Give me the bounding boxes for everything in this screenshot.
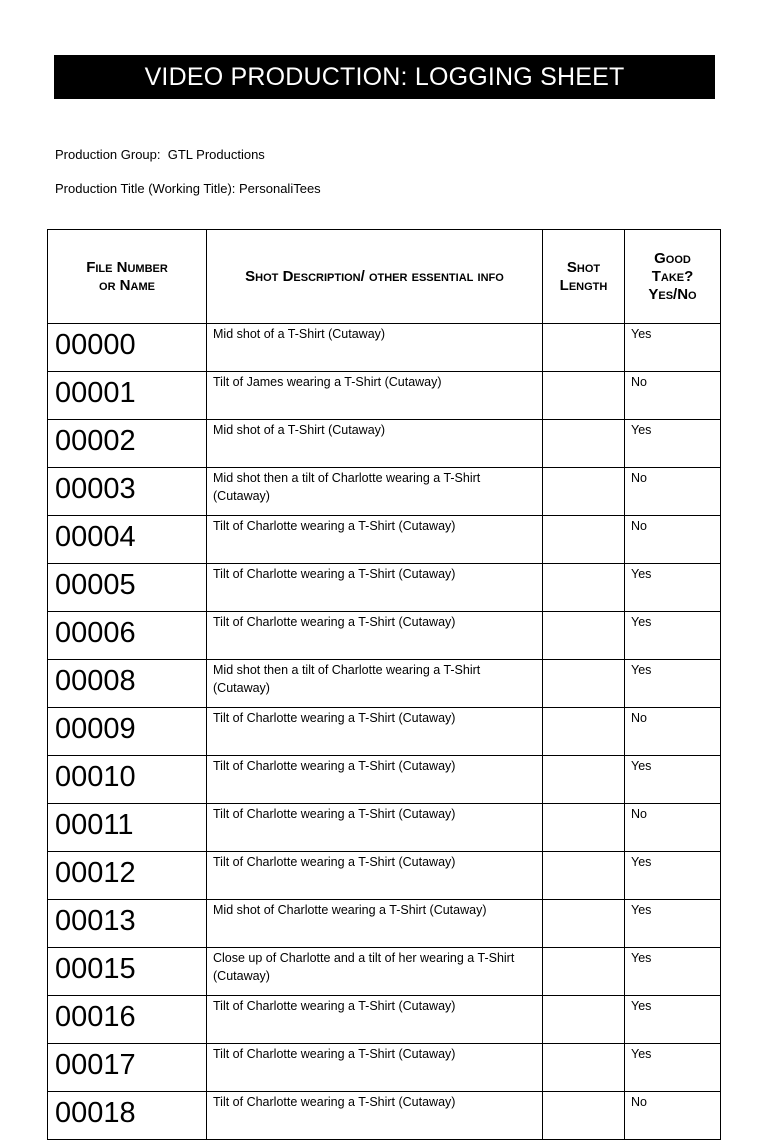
header-good-take [625,230,721,324]
shot-length-cell [543,612,625,660]
table-header-row [48,230,721,324]
shot-length-cell [543,708,625,756]
shot-length-cell [543,900,625,948]
file-number-cell: 00012 [48,852,207,900]
table-row [48,516,721,564]
table-row [48,468,721,516]
header-length-line-1: Shot [566,258,601,276]
file-number-cell: 00015 [48,948,207,996]
shot-description-cell: Tilt of Charlotte wearing a T-Shirt (Cutaway) [207,1092,543,1140]
shot-description-cell: Tilt of Charlotte wearing a T-Shirt (Cutaway) [207,1044,543,1092]
good-take-cell: No [625,804,721,852]
shot-description-cell: Tilt of Charlotte wearing a T-Shirt (Cutaway) [207,564,543,612]
good-take-cell: Yes [625,948,721,996]
file-number-cell: 00003 [48,468,207,516]
production-group-line [55,147,265,162]
good-take-cell: No [625,708,721,756]
file-number-cell: 00013 [48,900,207,948]
shot-length-cell [543,420,625,468]
table-row [48,804,721,852]
table-row [48,372,721,420]
shot-description-cell: Tilt of Charlotte wearing a T-Shirt (Cutaway) [207,852,543,900]
shot-length-cell [543,756,625,804]
file-number-cell: 00018 [48,1092,207,1140]
shot-length-cell [543,852,625,900]
shot-length-cell [543,516,625,564]
good-take-cell: Yes [625,900,721,948]
logging-table [47,229,721,1140]
header-shot-length [543,230,625,324]
good-take-cell: Yes [625,1044,721,1092]
file-number-cell: 00000 [48,324,207,372]
file-number-cell: 00017 [48,1044,207,1092]
good-take-cell: Yes [625,612,721,660]
file-number-cell: 00005 [48,564,207,612]
shot-description-cell: Tilt of Charlotte wearing a T-Shirt (Cutaway) [207,708,543,756]
shot-length-cell [543,1044,625,1092]
table-row [48,1044,721,1092]
shot-description-cell: Tilt of Charlotte wearing a T-Shirt (Cutaway) [207,756,543,804]
shot-length-cell [543,660,625,708]
header-file-line-2: or Name [99,276,155,294]
good-take-cell: Yes [625,852,721,900]
table-row [48,1092,721,1140]
file-number-cell: 00002 [48,420,207,468]
file-number-cell: 00011 [48,804,207,852]
header-length-line-2: Length [559,276,608,294]
production-title-line [55,181,321,196]
table-row [48,756,721,804]
file-number-cell: 00006 [48,612,207,660]
file-number-cell: 00010 [48,756,207,804]
header-file-line-1: File Number [86,258,168,276]
file-number-cell: 00008 [48,660,207,708]
table-row [48,612,721,660]
shot-description-cell: Mid shot of a T-Shirt (Cutaway) [207,324,543,372]
file-number-cell: 00004 [48,516,207,564]
good-take-cell: Yes [625,324,721,372]
table-row [48,852,721,900]
file-number-cell: 00001 [48,372,207,420]
table-row [48,324,721,372]
shot-description-cell: Tilt of Charlotte wearing a T-Shirt (Cutaway) [207,996,543,1044]
shot-length-cell [543,804,625,852]
shot-description-cell: Mid shot then a tilt of Charlotte wearing a T-Shirt (Cutaway) [207,468,543,516]
production-title-value: PersonaliTees [239,181,321,196]
production-title-label: Production Title (Working Title): [55,181,236,196]
header-good-line-2: Take? [651,267,694,285]
table-body [48,324,721,1140]
table-row [48,948,721,996]
production-group-value: GTL Productions [167,147,265,162]
good-take-cell: Yes [625,756,721,804]
table-row [48,420,721,468]
shot-length-cell [543,948,625,996]
good-take-cell: No [625,516,721,564]
table-row [48,708,721,756]
document-title: VIDEO PRODUCTION: LOGGING SHEET [54,55,715,99]
production-group-label: Production Group: [55,147,161,162]
shot-description-cell: Tilt of Charlotte wearing a T-Shirt (Cutaway) [207,516,543,564]
good-take-cell: Yes [625,420,721,468]
good-take-cell: No [625,1092,721,1140]
shot-description-cell: Tilt of Charlotte wearing a T-Shirt (Cutaway) [207,612,543,660]
table-row [48,660,721,708]
shot-description-cell: Mid shot of Charlotte wearing a T-Shirt (Cutaway) [207,900,543,948]
good-take-cell: Yes [625,564,721,612]
shot-description-cell: Close up of Charlotte and a tilt of her wearing a T-Shirt (Cutaway) [207,948,543,996]
shot-length-cell [543,372,625,420]
shot-length-cell [543,996,625,1044]
header-file-number [48,230,207,324]
file-number-cell: 00016 [48,996,207,1044]
header-good-line-1: Good [654,249,691,267]
shot-length-cell [543,468,625,516]
table-row [48,564,721,612]
good-take-cell: No [625,468,721,516]
good-take-cell: Yes [625,660,721,708]
shot-length-cell [543,1092,625,1140]
table-row [48,996,721,1044]
header-good-line-3: Yes/No [648,285,697,303]
shot-description-cell: Mid shot of a T-Shirt (Cutaway) [207,420,543,468]
shot-description-cell: Tilt of Charlotte wearing a T-Shirt (Cutaway) [207,804,543,852]
shot-description-cell: Tilt of James wearing a T-Shirt (Cutaway) [207,372,543,420]
good-take-cell: No [625,372,721,420]
table-row [48,900,721,948]
shot-length-cell [543,564,625,612]
file-number-cell: 00009 [48,708,207,756]
header-shot-description: Shot Description/ other essential info [207,230,543,324]
shot-length-cell [543,324,625,372]
good-take-cell: Yes [625,996,721,1044]
shot-description-cell: Mid shot then a tilt of Charlotte wearing a T-Shirt (Cutaway) [207,660,543,708]
